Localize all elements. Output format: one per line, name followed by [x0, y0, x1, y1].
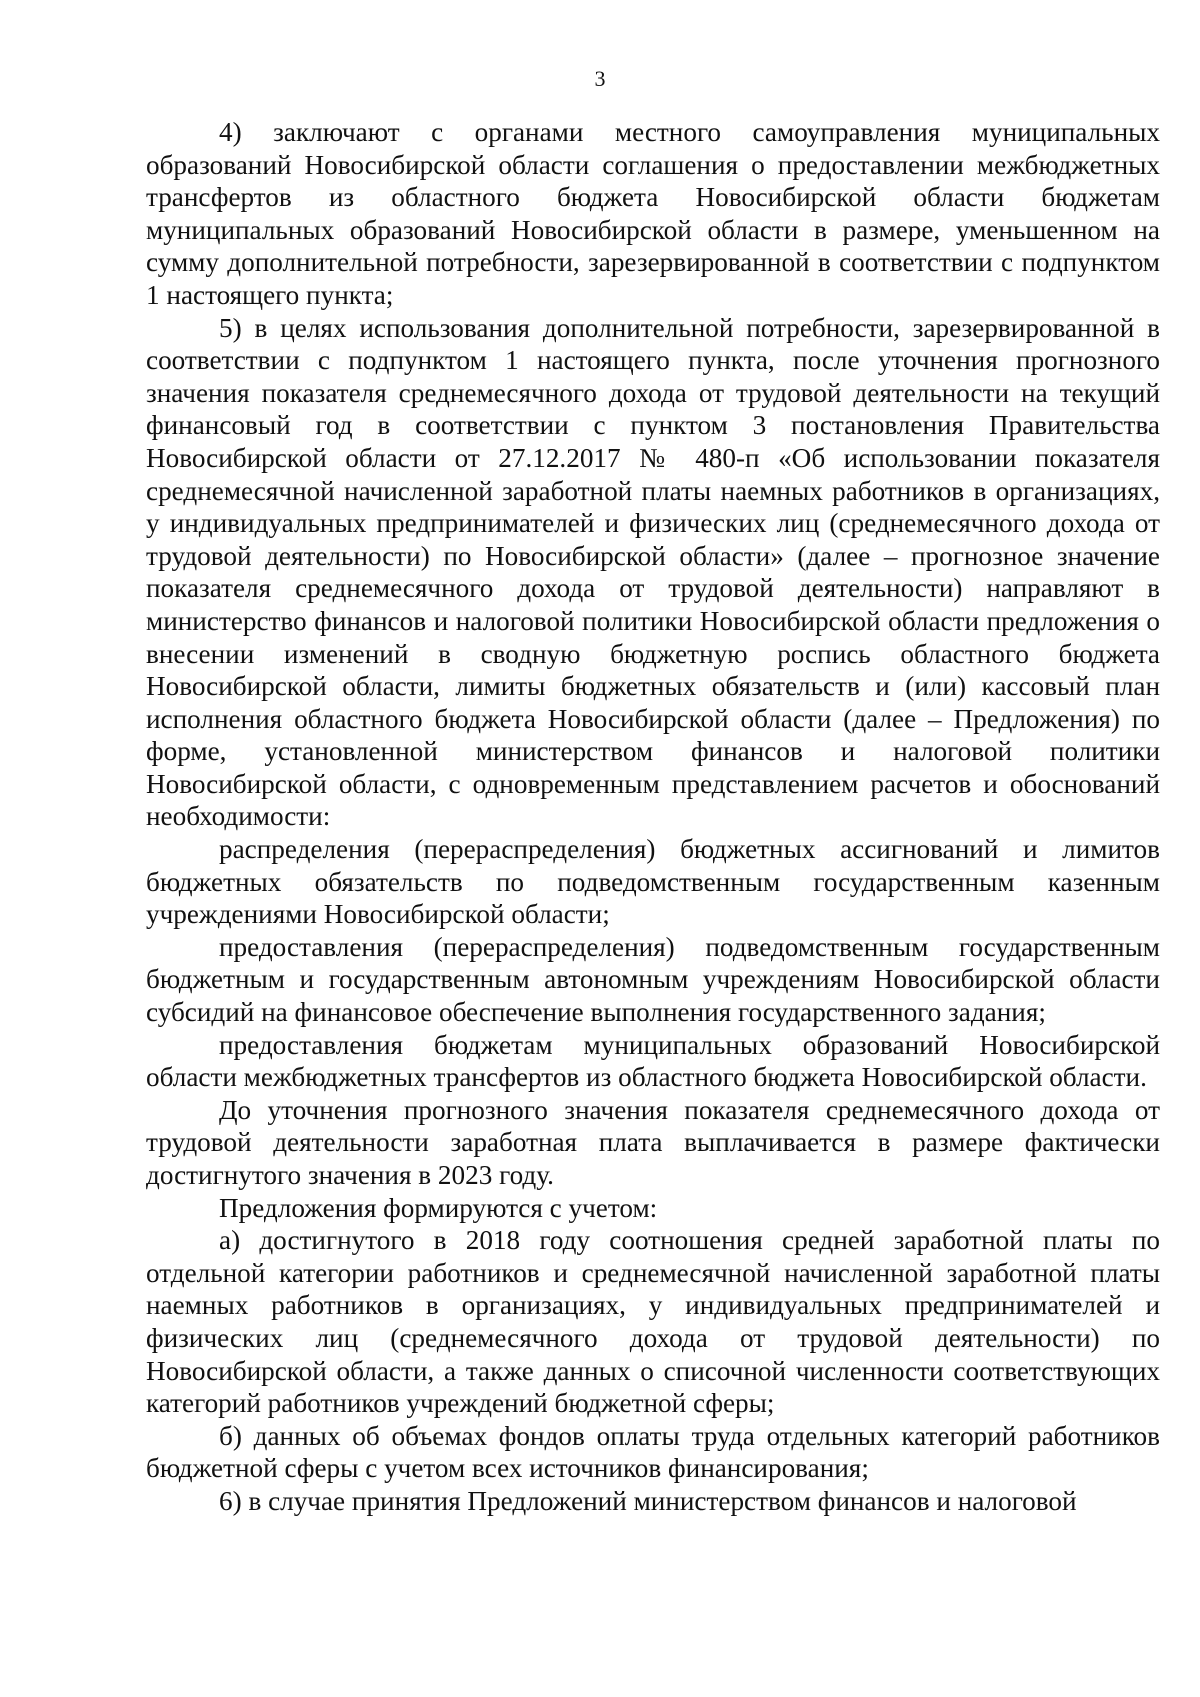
paragraph-item-5: 5) в целях использования дополнительной потребности, зарезервированной в соответствии с подпунктом 1 настоящего пункта, после уточнения прогнозного значения показателя среднемесячного дохода от трудовой деятельности на текущий финансовый год в соответствии с пунктом 3 постановления Правительства Новосибирской области от 27.12.2017 № 480-п «Об использовании показателя среднемесячной начисленной заработной платы наемных работников в организациях, у индивидуальных предпринимателей и физических лиц (среднемесячного дохода от трудовой деятельности) по Новосибирской области» (далее – прогнозное значение показателя среднемесячного дохода от трудовой деятельности) направляют в министерство финансов и налоговой политики Новосибирской области предложения о внесении изменений в сводную бюджетную роспись областного бюджета Новосибирской области, лимиты бюджетных обязательств и (или) кассовый план исполнения областного бюджета Новосибирской области (далее – Предложения) по форме, установленной министерством финансов и налоговой политики Новосибирской области, с одновременным представлением расчетов и обоснований необходимости:: [146, 312, 1160, 832]
paragraph-before-forecast-update: До уточнения прогнозного значения показателя среднемесячного дохода от трудовой деятельности заработная плата выплачивается в размере фактически достигнутого значения в 2023 году.: [146, 1094, 1160, 1190]
paragraph-proposals-formed: Предложения формируются с учетом:: [219, 1192, 658, 1223]
paragraph-subitem-b: б) данных об объемах фондов оплаты труда отдельных категорий работников бюджетной сферы с учетом всех источников финансирования;: [146, 1420, 1160, 1484]
paragraph-distribution-allocations: распределения (перераспределения) бюджетных ассигнований и лимитов бюджетных обязательств по подведомственным государственным казенным учреждениями Новосибирской области;: [146, 834, 1160, 930]
paragraph-subitem-a: а) достигнутого в 2018 году соотношения средней заработной платы по отдельной категории работников и среднемесячной начисленной заработной платы наемных работников в организациях, у индивидуальных предпринимателей и физических лиц (среднемесячного дохода от трудовой деятельности) по Новосибирской области, а также данных о списочной численности соответствующих категорий работников учреждений бюджетной сферы;: [146, 1225, 1160, 1419]
paragraph-interbudgetary-transfers: предоставления бюджетам муниципальных образований Новосибирской области межбюджетных трансфертов из областного бюджета Новосибирской области.: [146, 1029, 1160, 1093]
page-number: 3: [594, 66, 606, 91]
paragraph-subsidies: предоставления (перераспределения) подведомственным государственным бюджетным и государственным автономным учреждениям Новосибирской области субсидий на финансовое обеспечение выполнения государственного задания;: [146, 931, 1160, 1028]
paragraph-item-4: 4) заключают с органами местного самоуправления муниципальных образований Новосибирской области соглашения о предоставлении межбюджетных трансфертов из областного бюджета Новосибирской области бюджетам муниципальных образований Новосибирской области в размере, уменьшенном на сумму дополнительной потребности, зарезервированной в соответствии с подпунктом 1 настоящего пункта;: [146, 117, 1160, 310]
document-body: [146, 116, 1160, 1518]
paragraph-item-6: 6) в случае принятия Предложений министерством финансов и налоговой: [219, 1485, 1077, 1516]
